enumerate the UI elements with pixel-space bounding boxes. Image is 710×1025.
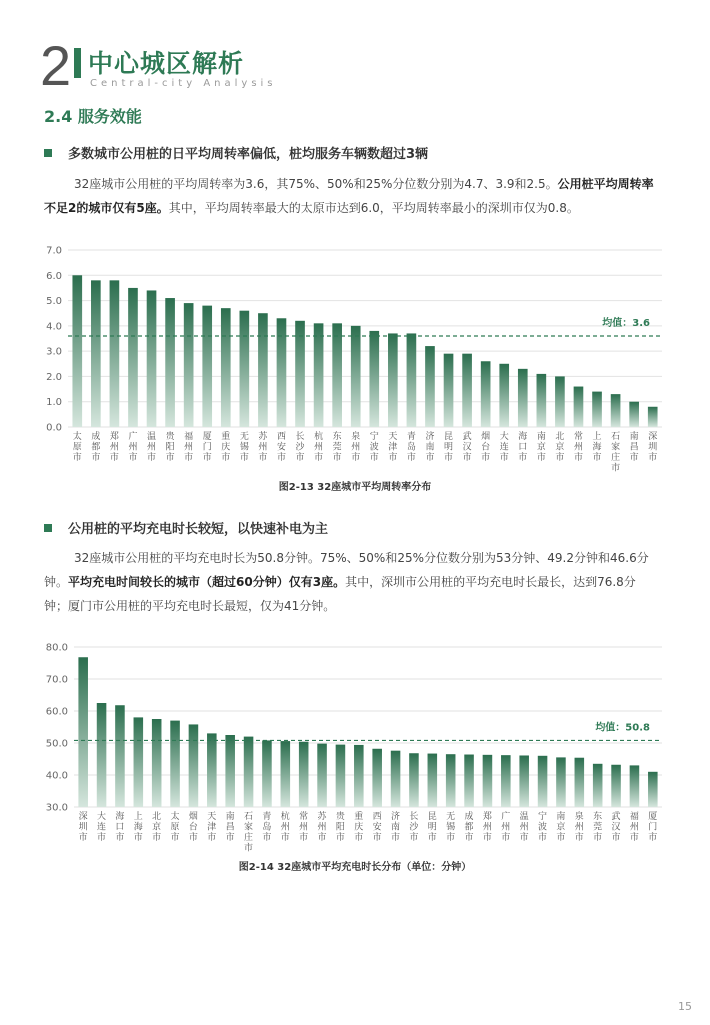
bar	[115, 705, 125, 807]
bar	[277, 318, 287, 427]
bar	[189, 724, 199, 807]
bar	[444, 354, 454, 427]
bar	[332, 323, 342, 427]
x-tick-label: 重庆市	[221, 432, 231, 463]
chapter-title: 中心城区解析	[88, 49, 245, 78]
bar	[351, 326, 361, 427]
x-tick-label: 福州市	[184, 432, 194, 463]
bar	[428, 754, 438, 807]
bar	[240, 311, 250, 427]
bar	[369, 331, 379, 427]
bar	[592, 392, 602, 427]
bar	[262, 740, 272, 807]
bar	[281, 741, 291, 807]
bar	[409, 753, 419, 807]
bar	[354, 745, 364, 807]
bar	[464, 755, 474, 807]
x-tick-label: 西安市	[276, 432, 286, 463]
bar	[575, 758, 585, 807]
x-tick-label: 重庆市	[354, 812, 364, 843]
x-tick-label: 广州市	[128, 432, 138, 463]
x-tick-label: 大连市	[499, 432, 509, 463]
x-tick-label: 郑州市	[482, 812, 492, 843]
bar	[462, 354, 472, 427]
x-tick-label: 无锡市	[239, 432, 249, 463]
x-tick-label: 太原市	[170, 812, 180, 843]
x-tick-label: 长沙市	[409, 812, 419, 843]
bar	[147, 290, 157, 427]
x-tick-label: 泉州市	[351, 432, 361, 463]
x-tick-label: 长沙市	[295, 432, 305, 463]
bar	[295, 321, 305, 427]
x-tick-label: 厦门市	[202, 432, 212, 463]
x-tick-label: 天津市	[207, 812, 217, 843]
chapter-subtitle: Central-city Analysis	[90, 78, 277, 89]
bar	[78, 657, 88, 807]
bullet-heading-2	[44, 518, 328, 537]
bar	[611, 765, 621, 807]
x-tick-label: 南昌市	[629, 432, 639, 463]
y-tick-label: 70.0	[45, 674, 68, 686]
x-tick-label: 广州市	[501, 812, 511, 843]
bar	[593, 764, 603, 807]
bar	[519, 755, 529, 807]
chapter-number: 2	[40, 34, 72, 97]
y-tick-label: 5.0	[46, 296, 62, 308]
bar	[555, 376, 565, 427]
x-tick-label: 南京市	[556, 812, 566, 843]
paragraph-1-text-b: 其中，平均周转率最大的太原市达到6.0，平均周转率最小的深圳市仅为0.8。	[168, 201, 579, 215]
bar	[611, 394, 621, 427]
x-tick-label: 温州市	[519, 812, 529, 843]
x-tick-label: 宁波市	[538, 812, 548, 843]
x-tick-label: 东莞市	[593, 812, 603, 843]
paragraph-1-bold: 公用桩平均周转率不足2的城市仅有5座。	[44, 177, 654, 215]
x-tick-label: 上海市	[133, 812, 143, 843]
bar	[388, 333, 398, 427]
paragraph-2-bold: 平均充电时间较长的城市（超过60分钟）仅有3座。	[68, 575, 346, 589]
bar	[391, 751, 401, 807]
bar	[648, 772, 658, 807]
x-tick-label: 昆明市	[427, 812, 437, 843]
x-tick-label: 厦门市	[648, 812, 658, 843]
x-tick-label: 深圳市	[648, 432, 658, 463]
bar	[518, 369, 528, 427]
x-tick-label: 烟台市	[188, 812, 198, 843]
turnover-rate-chart	[0, 236, 710, 474]
bar	[499, 364, 509, 427]
x-tick-label: 西安市	[372, 812, 382, 843]
section-title: 2.4 服务效能	[44, 107, 142, 126]
x-tick-label: 郑州市	[109, 432, 119, 463]
y-tick-label: 7.0	[46, 245, 62, 257]
bar	[501, 755, 511, 807]
paragraph-1-text-a: 32座城市公用桩的平均周转率为3.6，其75%、50%和25%分位数分别为4.7、3.9和2.5。	[74, 177, 558, 191]
bar	[481, 361, 491, 427]
bar	[372, 749, 382, 807]
x-tick-label: 烟台市	[481, 432, 491, 463]
page-number: 15	[678, 1000, 692, 1013]
bar	[648, 407, 658, 427]
x-tick-label: 大连市	[97, 812, 107, 843]
paragraph-2-text-a: 32座城市公用桩的平均充电时长为50.8分钟。75%、50%和25%分位数分别为53分钟、49.2分钟和46.6分钟。	[44, 551, 649, 589]
x-tick-label: 北京市	[555, 432, 565, 463]
mean-label: 均值：3.6	[602, 317, 650, 329]
x-tick-label: 深圳市	[78, 812, 88, 843]
bar	[97, 703, 107, 807]
x-tick-label: 上海市	[592, 432, 602, 463]
x-tick-label: 杭州市	[314, 432, 324, 463]
bar	[221, 308, 231, 427]
x-tick-label: 青岛市	[406, 432, 416, 463]
x-tick-label: 常州市	[299, 812, 309, 843]
paragraph-2-text-b: 其中，深圳市公用桩的平均充电时长最长，达到76.8分钟；厦门市公用桩的平均充电时长最短，仅为41分钟。	[44, 575, 636, 613]
bar	[407, 333, 417, 427]
bar	[317, 744, 327, 807]
bar	[537, 374, 547, 427]
x-tick-label: 济南市	[425, 432, 435, 463]
bullet-heading-2-text: 公用桩的平均充电时长较短，以快速补电为主	[68, 522, 329, 537]
bar	[336, 745, 346, 807]
bar	[629, 402, 639, 427]
x-tick-label: 海口市	[115, 812, 125, 843]
x-tick-label: 武汉市	[462, 432, 472, 463]
x-tick-label: 成都市	[464, 812, 474, 843]
x-tick-label: 东莞市	[332, 432, 342, 463]
bar	[425, 346, 435, 427]
bar	[170, 721, 180, 807]
x-tick-label: 天津市	[388, 432, 398, 463]
bar	[446, 754, 456, 807]
y-tick-label: 2.0	[46, 371, 62, 383]
x-tick-label: 南昌市	[225, 812, 235, 843]
figure-caption-2-14: 图2-14 32座城市平均充电时长分布（单位：分钟）	[238, 862, 472, 873]
bar	[483, 755, 493, 807]
x-tick-label: 无锡市	[446, 812, 456, 843]
bar	[630, 765, 640, 807]
bar	[258, 313, 268, 427]
y-tick-label: 30.0	[45, 802, 68, 814]
bar	[152, 719, 162, 807]
x-tick-label: 昆明市	[444, 432, 454, 463]
bar	[207, 733, 217, 807]
y-tick-label: 4.0	[46, 321, 62, 333]
bar	[165, 298, 175, 427]
bullet-heading-1	[44, 143, 428, 162]
figure-caption-2-13: 图2-13 32座城市平均周转率分布	[278, 482, 432, 493]
chapter-accent-bar	[74, 48, 81, 78]
y-tick-label: 3.0	[46, 346, 62, 358]
y-tick-label: 80.0	[45, 642, 68, 654]
bar	[314, 323, 324, 427]
x-tick-label: 宁波市	[369, 432, 379, 463]
paragraph-2	[44, 546, 654, 618]
bar	[202, 306, 212, 427]
x-tick-label: 太原市	[72, 432, 82, 463]
x-tick-label: 福州市	[629, 812, 639, 843]
y-tick-label: 60.0	[45, 706, 68, 718]
bar	[184, 303, 194, 427]
x-tick-label: 南京市	[536, 432, 546, 463]
x-tick-label: 北京市	[152, 812, 162, 843]
x-tick-label: 青岛市	[262, 812, 272, 843]
x-tick-label: 苏州市	[317, 812, 327, 843]
x-tick-label: 海口市	[518, 432, 528, 463]
x-tick-label: 贵阳市	[335, 812, 345, 843]
bar	[225, 735, 235, 807]
bar	[110, 280, 120, 427]
y-tick-label: 6.0	[46, 270, 62, 282]
x-tick-label: 武汉市	[611, 812, 621, 843]
x-tick-label: 石家庄市	[244, 812, 254, 854]
y-tick-label: 0.0	[46, 422, 62, 434]
x-tick-label: 温州市	[147, 432, 157, 463]
x-tick-label: 苏州市	[258, 432, 268, 463]
bullet-heading-1-text: 多数城市公用桩的日平均周转率偏低，桩均服务车辆数超过3辆	[68, 147, 429, 162]
bar	[134, 717, 144, 807]
x-tick-label: 贵阳市	[165, 432, 175, 463]
x-tick-label: 石家庄市	[611, 432, 621, 474]
x-tick-label: 常州市	[573, 432, 583, 463]
bar	[556, 757, 566, 807]
x-tick-label: 成都市	[91, 432, 101, 463]
mean-label: 均值：50.8	[595, 722, 650, 734]
bar	[574, 387, 584, 427]
bullet-square-icon	[44, 149, 52, 157]
y-tick-label: 40.0	[45, 770, 68, 782]
x-tick-label: 泉州市	[574, 812, 584, 843]
bar	[72, 275, 82, 427]
bar	[538, 756, 548, 807]
bar	[299, 742, 309, 807]
bullet-square-icon	[44, 524, 52, 532]
x-tick-label: 杭州市	[280, 812, 290, 843]
x-tick-label: 济南市	[391, 812, 401, 843]
bar	[91, 280, 101, 427]
bar	[244, 737, 254, 807]
bar	[128, 288, 138, 427]
charging-duration-chart	[0, 636, 710, 856]
paragraph-1	[44, 172, 654, 220]
y-tick-label: 1.0	[46, 397, 62, 409]
y-tick-label: 50.0	[45, 738, 68, 750]
